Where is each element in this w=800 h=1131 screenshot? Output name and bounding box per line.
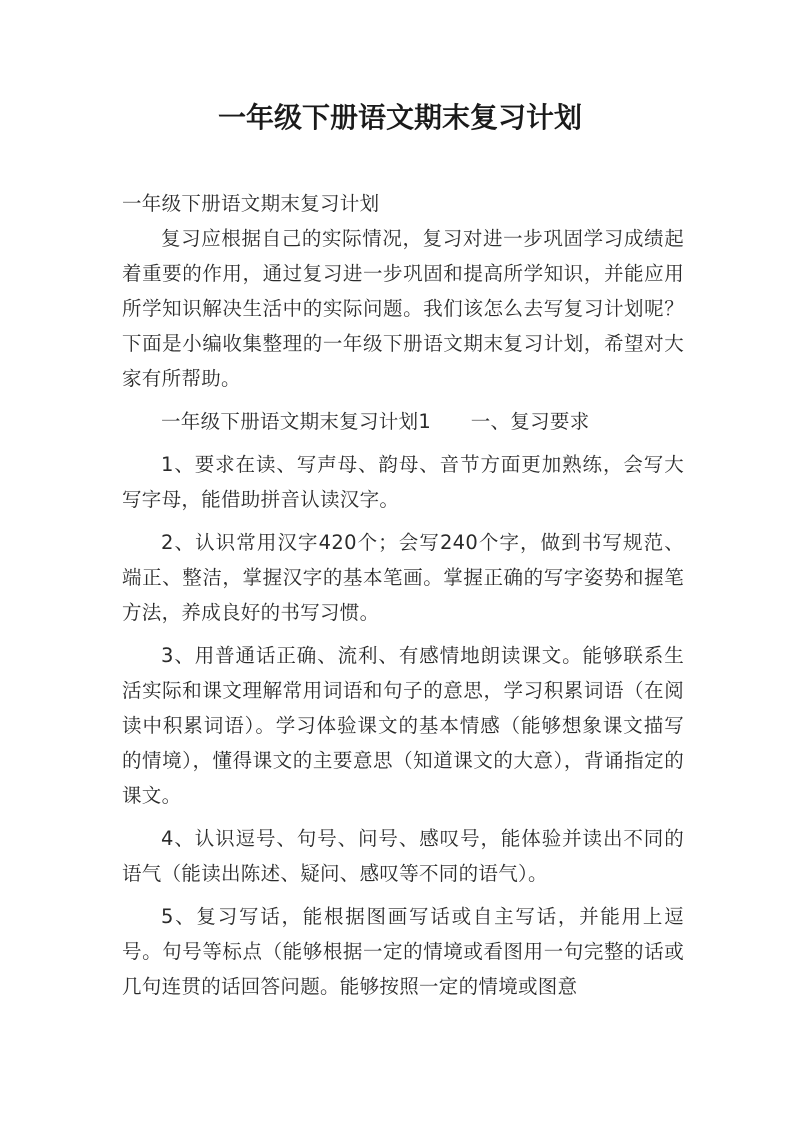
document-body [122, 186, 684, 1004]
page-title: 一年级下册语文期末复习计划 [217, 101, 582, 134]
intro-paragraph: 复习应根据自己的实际情况，复习对进一步巩固学习成绩起着重要的作用，通过复习进一步巩固和提高所学知识，并能应用所学知识解决生活中的实际问题。我们该怎么去写复习计划呢？下面是小编收集整理的一年级下册语文期末复习计划，希望对大家有所帮助。 [122, 227, 684, 390]
requirement-item-5: 5、复习写话，能根据图画写话或自主写话，并能用上逗号。句号等标点（能够根据一定的情境或看图用一句完整的话或几句连贯的话回答问题。能够按照一定的情境或图意 [122, 905, 684, 998]
requirement-item-4: 4、认识逗号、句号、问号、感叹号，能体验并读出不同的语气（能读出陈述、疑问、感叹等不同的语气）。 [122, 827, 684, 885]
requirement-item-3: 3、用普通话正确、流利、有感情地朗读课文。能够联系生活实际和课文理解常用词语和句子的意思，学习积累词语（在阅读中积累词语）。学习体验课文的基本情感（能够想象课文描写的情境），懂得课文的主要意思（知道课文的大意），背诵指定的课文。 [122, 644, 684, 807]
requirement-item-1: 1、要求在读、写声母、韵母、音节方面更加熟练，会写大写字母，能借助拼音认读汉字。 [122, 453, 684, 511]
requirement-item-2: 2、认识常用汉字420个；会写240个字，做到书写规范、端正、整洁，掌握汉字的基本笔画。掌握正确的写字姿势和握笔方法，养成良好的书写习惯。 [122, 531, 684, 624]
document-subtitle: 一年级下册语文期末复习计划 [122, 192, 380, 215]
section-heading: 一年级下册语文期末复习计划1 一、复习要求 [161, 410, 590, 433]
